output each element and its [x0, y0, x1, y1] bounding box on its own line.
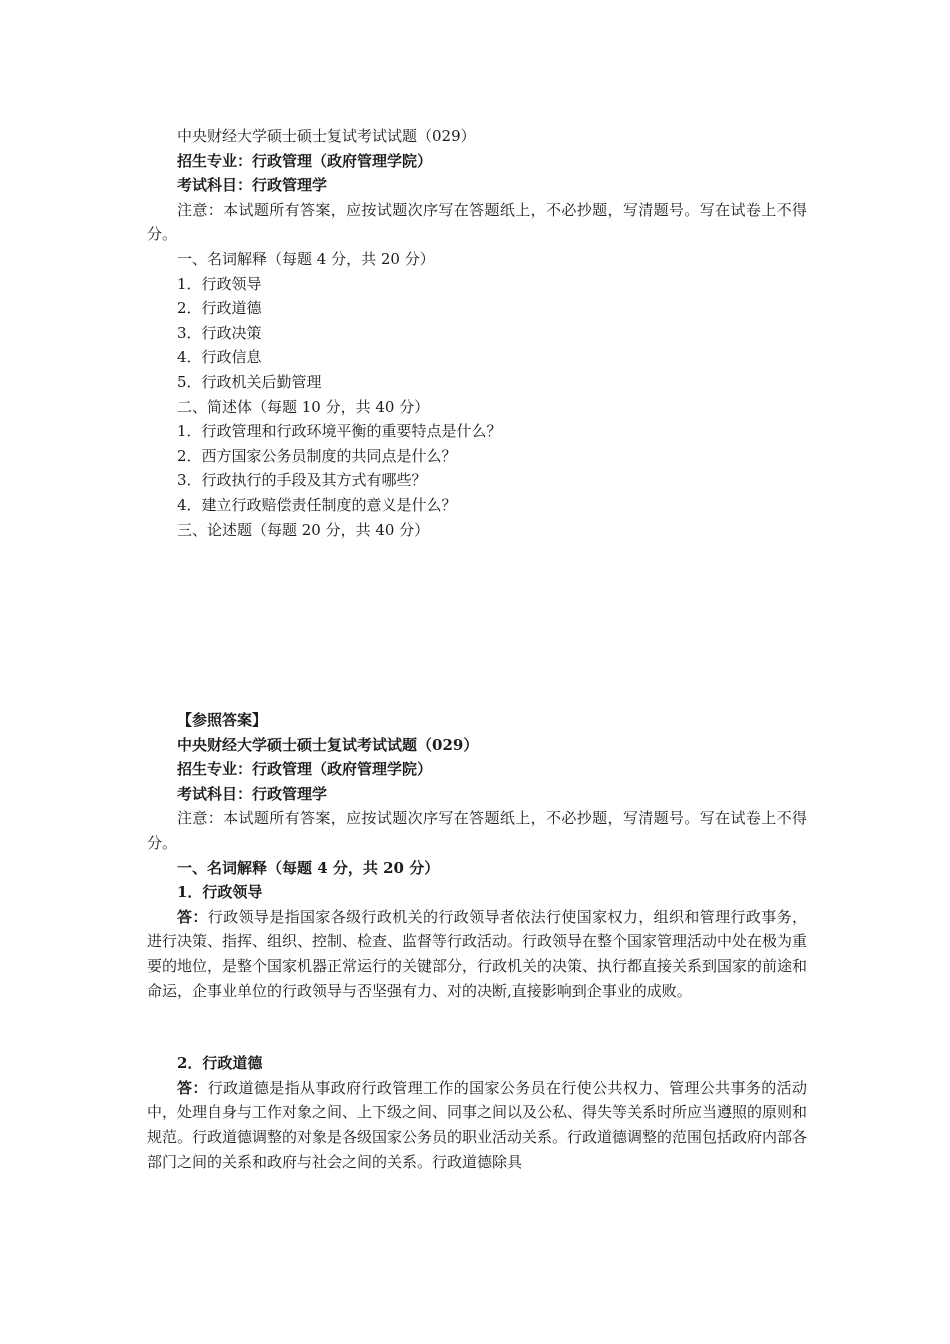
answer-prefix: 答： — [177, 907, 208, 926]
list-item: 2．西方国家公务员制度的共同点是什么？ — [177, 446, 457, 465]
blank-space — [147, 542, 807, 708]
list-item: 4．行政信息 — [177, 348, 262, 367]
exam-notice: 注意：本试题所有答案，应按试题次序写在答题纸上，不必抄题，写清题号。写在试卷上不得分。 — [147, 200, 807, 244]
list-item: 4．建立行政赔偿责任制度的意义是什么？ — [177, 495, 457, 514]
section2-heading: 二、简述体（每题 10 分，共 40 分） — [177, 397, 430, 416]
blank-space — [147, 1003, 807, 1051]
answers-title: 中央财经大学硕士硕士复试考试试题（029） — [177, 735, 479, 754]
list-item: 5．行政机关后勤管理 — [177, 372, 322, 391]
list-item: 3．行政决策 — [177, 323, 262, 342]
answers-subject: 考试科目：行政管理学 — [177, 784, 328, 803]
list-item: 1．行政领导 — [177, 274, 262, 293]
list-item: 3．行政执行的手段及其方式有哪些？ — [177, 471, 427, 490]
answers-major: 招生专业：行政管理（政府管理学院） — [177, 760, 433, 779]
answer-paragraph — [147, 1076, 807, 1174]
section1-heading: 一、名词解释（每题 4 分，共 20 分） — [177, 249, 435, 268]
answers-label: 【参照答案】 — [177, 711, 268, 730]
answer-paragraph — [147, 905, 807, 1003]
section3-heading: 三、论述题（每题 20 分，共 40 分） — [177, 520, 430, 539]
answers-notice: 注意：本试题所有答案，应按试题次序写在答题纸上，不必抄题，写清题号。写在试卷上不得分。 — [147, 809, 807, 853]
list-item: 1．行政管理和行政环境平衡的重要特点是什么？ — [177, 422, 502, 441]
answer-term: 2．行政道德 — [177, 1054, 263, 1073]
exam-title: 中央财经大学硕士硕士复试考试试题（029） — [177, 127, 476, 145]
exam-major: 招生专业：行政管理（政府管理学院） — [177, 151, 433, 170]
document-page — [147, 124, 807, 1174]
answer-prefix: 答： — [177, 1078, 208, 1097]
answer-text: 行政道德是指从事政府行政管理工作的国家公务员在行使公共权力、管理公共事务的活动中，处理自身与工作对象之间、上下级之间、同事之间以及公私、得失等关系时所应当遵照的原则和规范。行政道德调整的对象是各级国家公务员的职业活动关系。行政道德调整的范围包括政府内部各部门之间的关系和政府与社会之间的关系。行政道德除具 — [147, 1078, 808, 1171]
answers-section1-heading: 一、名词解释（每题 4 分，共 20 分） — [177, 858, 440, 877]
answer-term: 1．行政领导 — [177, 883, 263, 902]
exam-subject: 考试科目：行政管理学 — [177, 176, 328, 195]
list-item: 2．行政道德 — [177, 299, 262, 318]
answer-text: 行政领导是指国家各级行政机关的行政领导者依法行使国家权力，组织和管理行政事务，进行决策、指挥、组织、控制、检查、监督等行政活动。行政领导在整个国家管理活动中处在极为重要的地位，是整个国家机器正常运行的关键部分，行政机关的决策、执行都直接关系到国家的前途和命运，企事业单位的行政领导与否坚强有力、对的决断,直接影响到企事业的成败。 — [147, 907, 808, 1000]
